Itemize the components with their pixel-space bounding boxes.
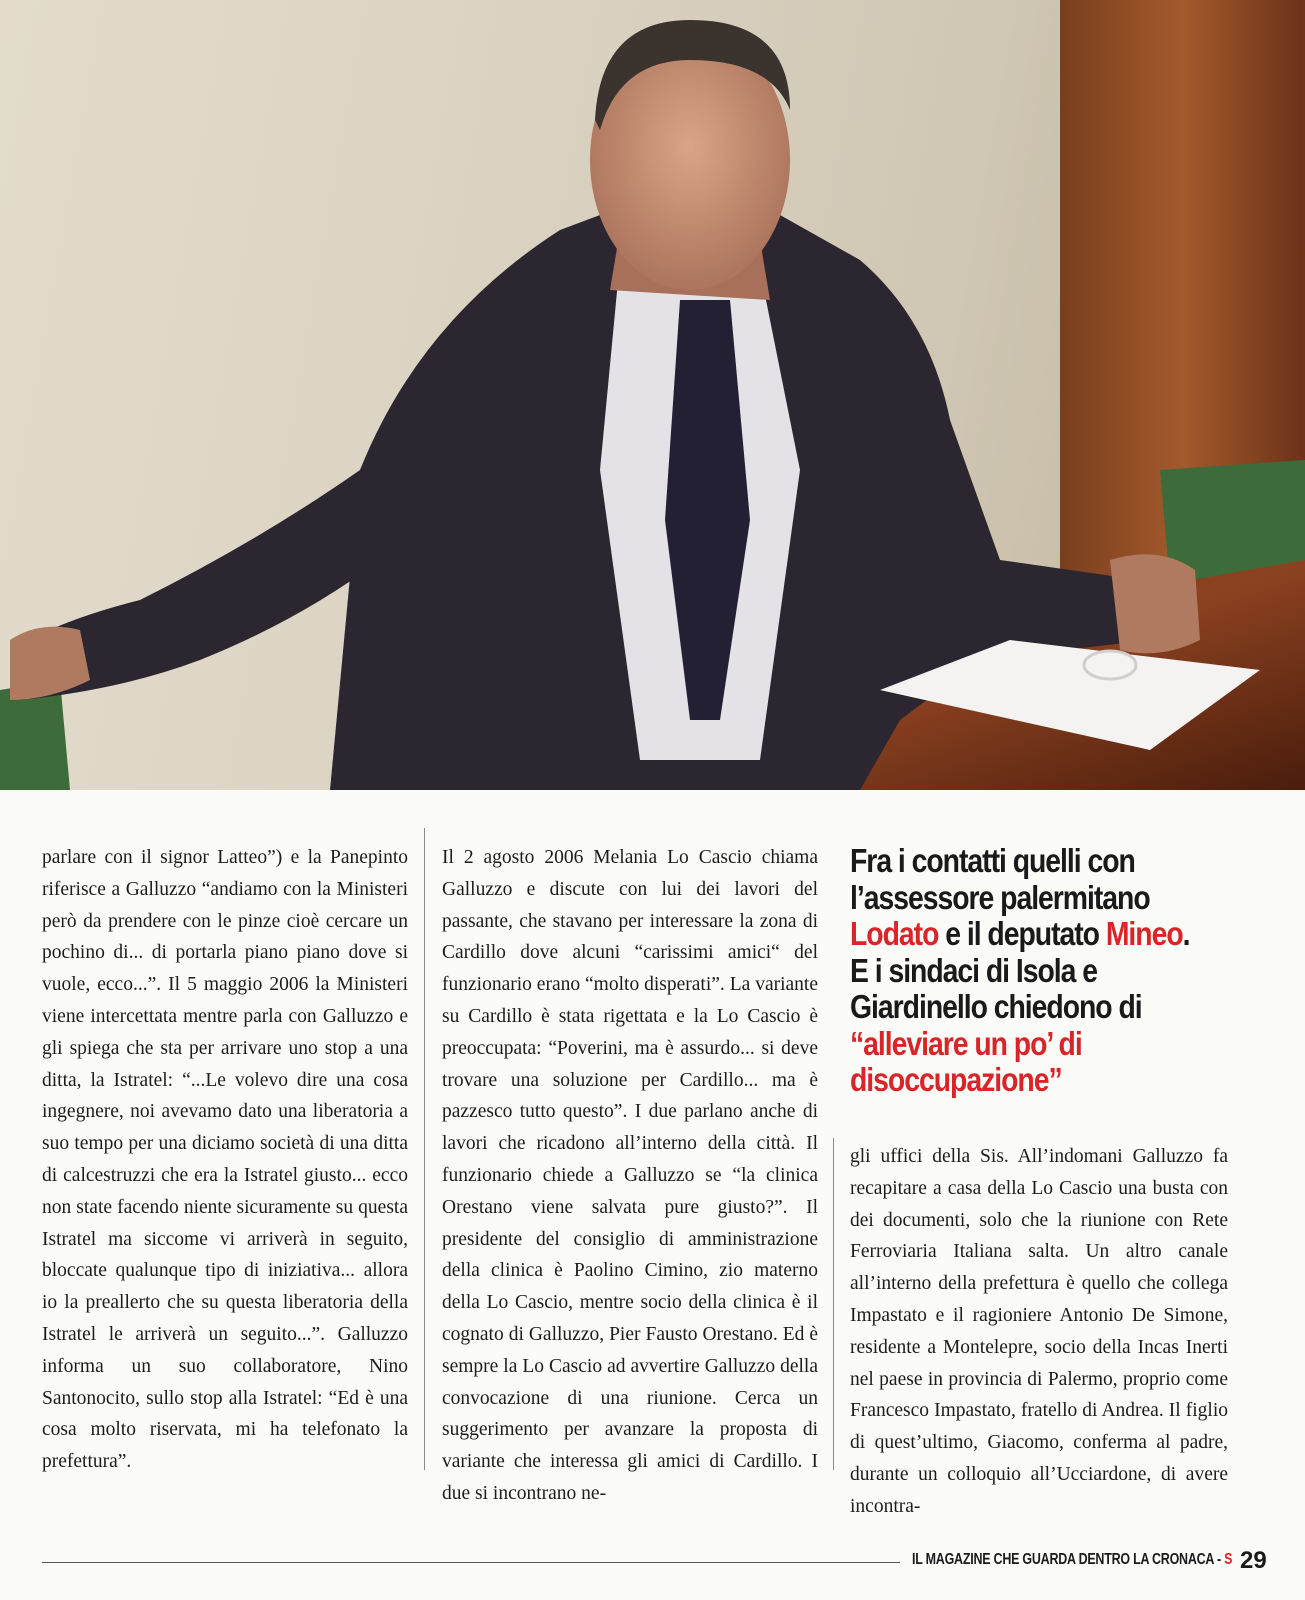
article-column-1: [42, 842, 408, 1478]
body-text: gli uffici della Sis. All’indomani Galluzzo fa recapitare a casa della Lo Cascio una busta con dei documenti, solo che la riunione con Rete Ferroviaria Italiana salta. Un altro canale all’interno della prefettura è quello che collega Impastato e il ragioniere Antonio De Simone, residente a Montelepre, socio della Incas Inerti nel paese in provincia di Palermo, proprio come Francesco Impastato, fratello di Andrea. Il figlio di quest’ultimo, Giacomo, conferma al padre, durante un colloquio all’Ucciardone, di avere incontra-: [850, 1146, 1228, 1517]
article-column-3: [850, 1141, 1228, 1523]
page-number: 29: [1240, 1547, 1267, 1574]
footer-magazine-line: [912, 1551, 1232, 1569]
pullquote-name-highlight: Mineo: [1105, 915, 1183, 952]
body-text: Il 2 agosto 2006 Melania Lo Cascio chiama Galluzzo e discute con lui dei lavori del passante, che stavano per interessare la zona di Cardillo dove alcuni “carissimi amici“ del funzionario erano “molto disperati”. La variante su Cardillo è stata rigettata e la Lo Cascio è preoccupata: “Poverini, ma è assurdo... si deve trovare una soluzione per Cardillo... ma è pazzesco tutto questo”. I due parlano anche di lavori che ricadono all’interno della città. Il funzionario chiede a Galluzzo se “la clinica Orestano viene salvata pure giusto?”. Il presidente del consiglio di amministrazione della clinica è Paolino Cimino, zio materno della Lo Cascio, mentre socio della clinica è il cognato di Galluzzo, Pier Fausto Orestano. Ed è sempre la Lo Cascio ad avvertire Galluzzo della convocazione di una riunione. Cerca un suggerimento per avanzare la proposta di variante che interessa gli amici di Cardillo. I due si incontrano ne-: [442, 847, 818, 1504]
pullquote-quote-highlight: “alleviare un po’ di disoccupazione”: [850, 1024, 1082, 1098]
article-photo: [0, 0, 1305, 790]
column-divider: [424, 828, 425, 1470]
portrait-illustration: [0, 0, 1305, 790]
pull-quote: [850, 843, 1211, 1099]
right-hand: [1110, 554, 1200, 653]
body-text: parlare con il signor Latteo”) e la Panepinto riferisce a Galluzzo “andiamo con la Ministeri però da prendere con le pinze cioè cercare un pochino di... di portarla piano piano dove si vuole, ecco...”. Il 5 maggio 2006 la Ministeri viene intercettata mentre parla con Galluzzo e gli spiega che sta per arrivare uno stop a una ditta, la Istratel: “...Le volevo dire una cosa ingegnere, noi avevamo dato una liberatoria a suo tempo per una diciamo società di una ditta di calcestruzzi che era la Istratel giusto... ecco non state facendo niente sicuramente su questa Istratel ma siccome vi arriverà in seguito, bloccate qualunque tipo di iniziativa... allora io la preallerto che su questa liberatoria della Istratel le arriverà un seguito...”. Galluzzo informa un suo collaboratore, Nino Santonocito, sullo stop alla Istratel: “Ed è una cosa molto riservata, mi ha telefonato la prefettura”.: [42, 847, 408, 1473]
article-column-2: [442, 842, 818, 1510]
pullquote-text: Fra i contatti quelli con l’assessore palermitano: [850, 842, 1150, 916]
pullquote-text: . E i sindaci di Isola e Giardinello chiedono di: [850, 915, 1190, 1025]
footer-brand: S: [1224, 1551, 1233, 1568]
footer-rule: [42, 1562, 900, 1563]
footer-tagline: IL MAGAZINE CHE GUARDA DENTRO LA CRONACA -: [912, 1551, 1225, 1568]
pullquote-text: e il deputato: [938, 915, 1106, 952]
column-divider: [833, 1138, 834, 1470]
pullquote-name-highlight: Lodato: [850, 915, 939, 952]
